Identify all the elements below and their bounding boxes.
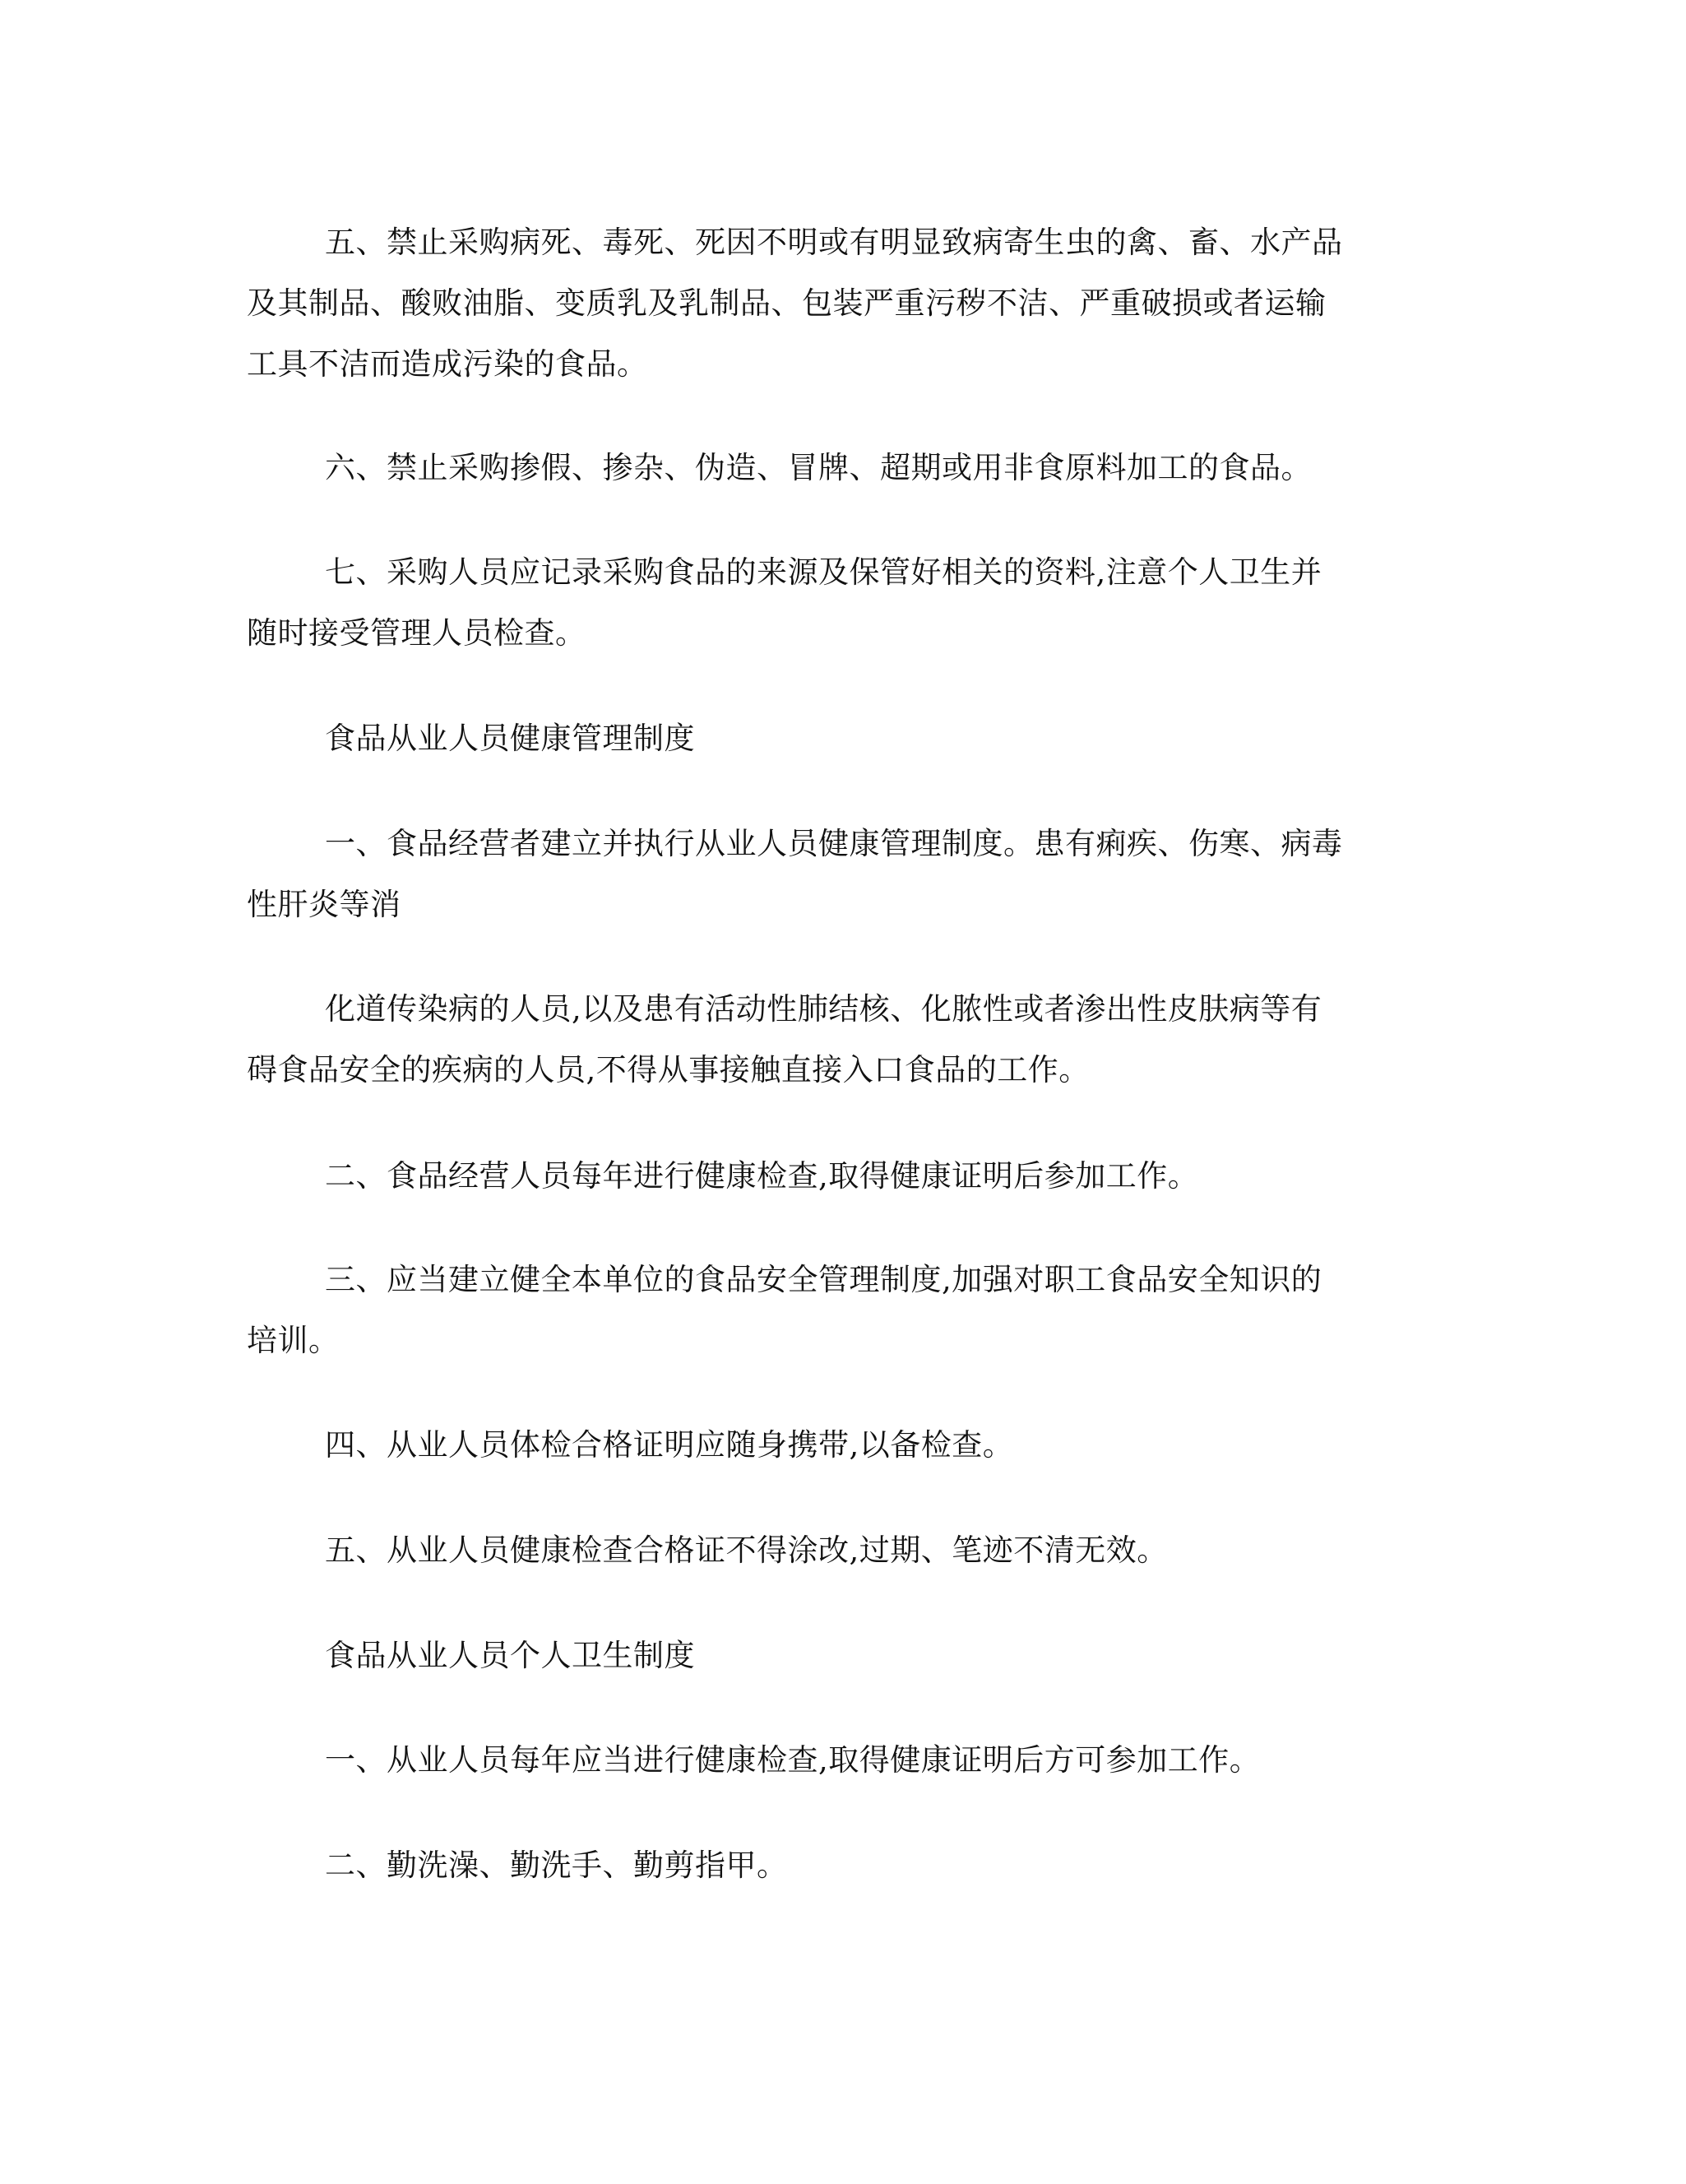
section-heading-health-management: 食品从业人员健康管理制度 [325, 721, 695, 756]
paragraph-health-rule-2: 二、食品经营人员每年进行健康检查,取得健康证明后参加工作。 [325, 1158, 1199, 1194]
paragraph-procurement-rule-7: 七、采购人员应记录采购食品的来源及保管好相关的资料,注意个人卫生并随时接受管理人员检查。 [247, 554, 1322, 651]
paragraph-health-rule-1-continued: 化道传染病的人员,以及患有活动性肺结核、化脓性或者渗出性皮肤病等有碍食品安全的疾病的人员,不得从事接触直接入口食品的工作。 [247, 991, 1322, 1087]
paragraph-health-rule-3: 三、应当建立健全本单位的食品安全管理制度,加强对职工食品安全知识的培训。 [247, 1262, 1322, 1358]
paragraph-procurement-rule-5: 五、禁止采购病死、毒死、死因不明或有明显致病寄生虫的禽、畜、水产品及其制品、酸败油脂、变质乳及乳制品、包装严重污秽不洁、严重破损或者运输工具不洁而造成污染的食品。 [247, 225, 1343, 382]
paragraph-health-rule-4: 四、从业人员体检合格证明应随身携带,以备检查。 [325, 1427, 1014, 1463]
paragraph-procurement-rule-6: 六、禁止采购掺假、掺杂、伪造、冒牌、超期或用非食原料加工的食品。 [325, 450, 1312, 485]
paragraph-health-rule-5: 五、从业人员健康检查合格证不得涂改,过期、笔迹不清无效。 [325, 1533, 1168, 1568]
paragraph-hygiene-rule-1: 一、从业人员每年应当进行健康检查,取得健康证明后方可参加工作。 [325, 1742, 1261, 1778]
section-heading-personal-hygiene: 食品从业人员个人卫生制度 [325, 1638, 695, 1673]
paragraph-hygiene-rule-2: 二、勤洗澡、勤洗手、勤剪指甲。 [325, 1848, 788, 1883]
paragraph-health-rule-1: 一、食品经营者建立并执行从业人员健康管理制度。患有痢疾、伤寒、病毒性肝炎等消 [247, 826, 1343, 922]
